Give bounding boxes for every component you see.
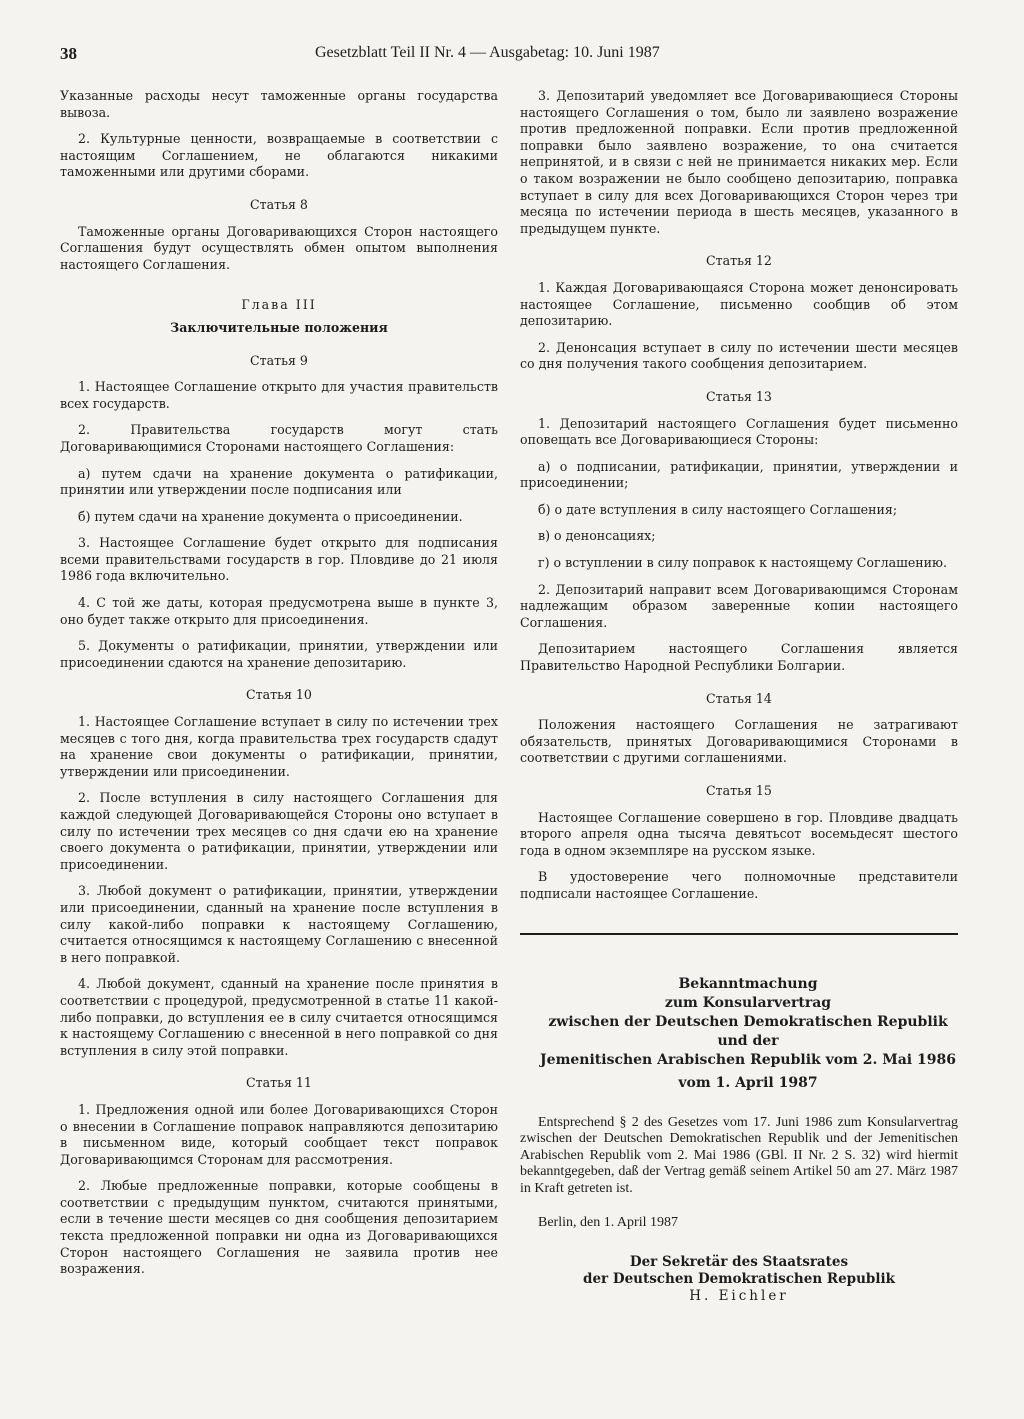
paragraph: г) о вступлении в силу поправок к настоящему Соглашению. (538, 555, 948, 571)
paragraph: Положения настоящего Соглашения не затрагивают обязательств, принятых Договаривающимися Сторонами в соответствии с другими соглашениями. (520, 717, 958, 766)
paragraph: 2. После вступления в силу настоящего Соглашения для каждой следующей Договаривающейся Стороны оно вступает в силу по истечении трех месяцев со дня сдачи ею на хранение своего документа о ратификации, принятии, утверждении или присоединении. (60, 790, 498, 872)
closing-paragraph: В удостоверение чего полномочные представители подписали настоящее Соглашение. (520, 869, 958, 901)
paragraph: Таможенные органы Договаривающихся Сторон настоящего Соглашения будут осуществлять обмен опытом выполнения настоящего Соглашения. (60, 223, 498, 272)
paragraph: б) о дате вступления в силу настоящего Соглашения; (538, 501, 898, 517)
paragraph: 4. С той же даты, которая предусмотрена выше в пункте 3, оно будет также открыто для присоединения. (60, 595, 498, 627)
section-divider (520, 933, 958, 935)
paragraph: Настоящее Соглашение совершено в гор. Пловдиве двадцать второго апреля одна тысяча девятьсот восемьдесят шестого года в одном экземпляре на русском языке. (520, 809, 958, 858)
page-number: 38 (60, 44, 77, 63)
paragraph: б) путем сдачи на хранение документа о присоединении. (78, 508, 463, 524)
paragraph: 3. Депозитарий уведомляет все Договаривающиеся Стороны настоящего Соглашения о том, было ли заявлено возражение против предложенной поправки. Если против предложенной поправки было заявлено возражение, то она считается непринятой, и в связи с ней не принимается никаких мер. Если о таком возражении не было сообщено депозитарию, поправка вступает в силу для всех Договаривающихся Сторон через три месяца по истечении периода в шесть месяцев, указанного в предыдущем пункте. (520, 88, 958, 236)
article-heading: Статья 8 (250, 196, 308, 212)
paragraph: 2. Денонсация вступает в силу по истечении шести месяцев со дня получения такого сообщения депозитарием. (520, 339, 958, 372)
paragraph: 1. Настоящее Соглашение открыто для участия правительств всех государств. (60, 379, 498, 411)
article-heading: Статья 14 (706, 690, 772, 706)
signature-line: Der Sekretär des Staatsrates (629, 1253, 849, 1270)
announcement-body: Entsprechend § 2 des Gesetzes vom 17. Juni 1986 zum Konsularvertrag zwischen der Deutschen Demokratischen Republik und der Jemenitischen Arabischen Republik vom 2. Mai 1986 (GBl. II Nr. 2 S. 32) wird hiermit bekanntgegeben, daß der Vertrag gemäß seinem Artikel 50 am 27. März 1987 in Kraft getreten ist. (520, 1114, 958, 1196)
article-heading: Статья 15 (706, 783, 772, 798)
announcement-title-line: Jemenitischen Arabischen Republik vom 2. Mai 1986 (540, 1051, 956, 1068)
paragraph: 1. Предложения одной или более Договаривающихся Сторон о внесении в Соглашение поправок направляются депозитарию в письменном виде, который сообщает текст поправок Договаривающимся Сторонам для рассмотрения. (60, 1101, 498, 1167)
signer-name: H. Eichler (689, 1287, 789, 1304)
paragraph: 5. Документы о ратификации, принятии, утверждении или присоединении сдаются на хранение депозитарию. (60, 638, 498, 670)
article-heading: Статья 13 (706, 388, 772, 404)
paragraph: 2. Депозитарий направит всем Договаривающимся Сторонам надлежащим образом заверенные копии настоящего Соглашения. (520, 581, 958, 630)
chapter-title: Заключительные положения (170, 319, 388, 335)
left-column (60, 88, 498, 1288)
paragraph: 1. Настоящее Соглашение вступает в силу по истечении трех месяцев с того дня, когда правительства трех государств сдадут на хранение свои документы о ратификации, принятии, утверждении или присоединении. (60, 714, 498, 779)
paragraph: 2. Любые предложенные поправки, которые сообщены в соответствии с предыдущим пунктом, считаются принятыми, если в течение шести месяцев со дня сообщения депозитарием текста предложенной поправки ни одна из Договаривающихся Сторон настоящего Соглашения не заявила против нее возражения. (60, 1178, 498, 1277)
article-heading: Статья 11 (246, 1075, 312, 1091)
running-title: Gesetzblatt Teil II Nr. 4 — Ausgabetag: 10. Juni 1987 (315, 44, 660, 61)
article-heading: Статья 12 (706, 253, 772, 269)
paragraph: 2. Правительства государств могут стать Договаривающимися Сторонами настоящего Соглашения: (60, 422, 498, 454)
article-heading: Статья 9 (250, 352, 308, 368)
paragraph: Указанные расходы несут таможенные органы государства вывоза. (60, 88, 498, 120)
announcement-title-line: und der (717, 1032, 779, 1049)
signature-line: der Deutschen Demokratischen Republik (583, 1270, 895, 1287)
paragraph: Депозитарием настоящего Соглашения является Правительство Народной Республики Болгарии. (520, 641, 958, 674)
paragraph: 1. Депозитарий настоящего Соглашения будет письменно оповещать все Договаривающиеся Стороны: (520, 415, 958, 448)
page-header (60, 44, 960, 66)
announcement-date: vom 1. April 1987 (678, 1074, 818, 1091)
place-and-date: Berlin, den 1. April 1987 (538, 1215, 678, 1231)
paragraph: 2. Культурные ценности, возвращаемые в соответствии с настоящим Соглашением, не облагаются никакими таможенными или другими сборами. (60, 131, 498, 180)
paragraph: 3. Любой документ о ратификации, принятии, утверждении или присоединении, сданный на хранение после вступления в силу какой-либо поправки к настоящему Соглашению, считается относящимся к настоящему Соглашению с внесенной в него поправкой. (60, 883, 498, 965)
announcement-title-line: Bekanntmachung (678, 975, 818, 992)
paragraph: 3. Настоящее Соглашение будет открыто для подписания всеми правительствами государств в гор. Пловдиве до 21 июля 1986 года включительно. (60, 535, 498, 584)
chapter-heading: Глава III (241, 297, 317, 313)
paragraph: а) путем сдачи на хранение документа о ратификации, принятии или утверждении после подписания или (60, 465, 498, 498)
announcement-title-line: zum Konsularvertrag (664, 994, 832, 1011)
announcement (520, 975, 958, 1305)
paragraph: 4. Любой документ, сданный на хранение после принятия в соответствии с процедурой, предусмотренной в статье 11 какой-либо поправки, до вступления ее в силу считается относящимся к настоящему Соглашению с внесенной в него поправкой со дня вступления в силу этой поправки. (60, 976, 498, 1058)
paragraph: а) о подписании, ратификации, принятии, утверждении и присоединении; (520, 458, 958, 491)
paragraph: в) о денонсациях; (538, 528, 656, 544)
article-heading: Статья 10 (246, 687, 312, 703)
paragraph: 1. Каждая Договаривающаяся Сторона может денонсировать настоящее Соглашение, письменно сообщив об этом депозитарию. (520, 279, 958, 329)
announcement-title-line: zwischen der Deutschen Demokratischen Republik (548, 1013, 948, 1030)
right-column (520, 88, 958, 1304)
